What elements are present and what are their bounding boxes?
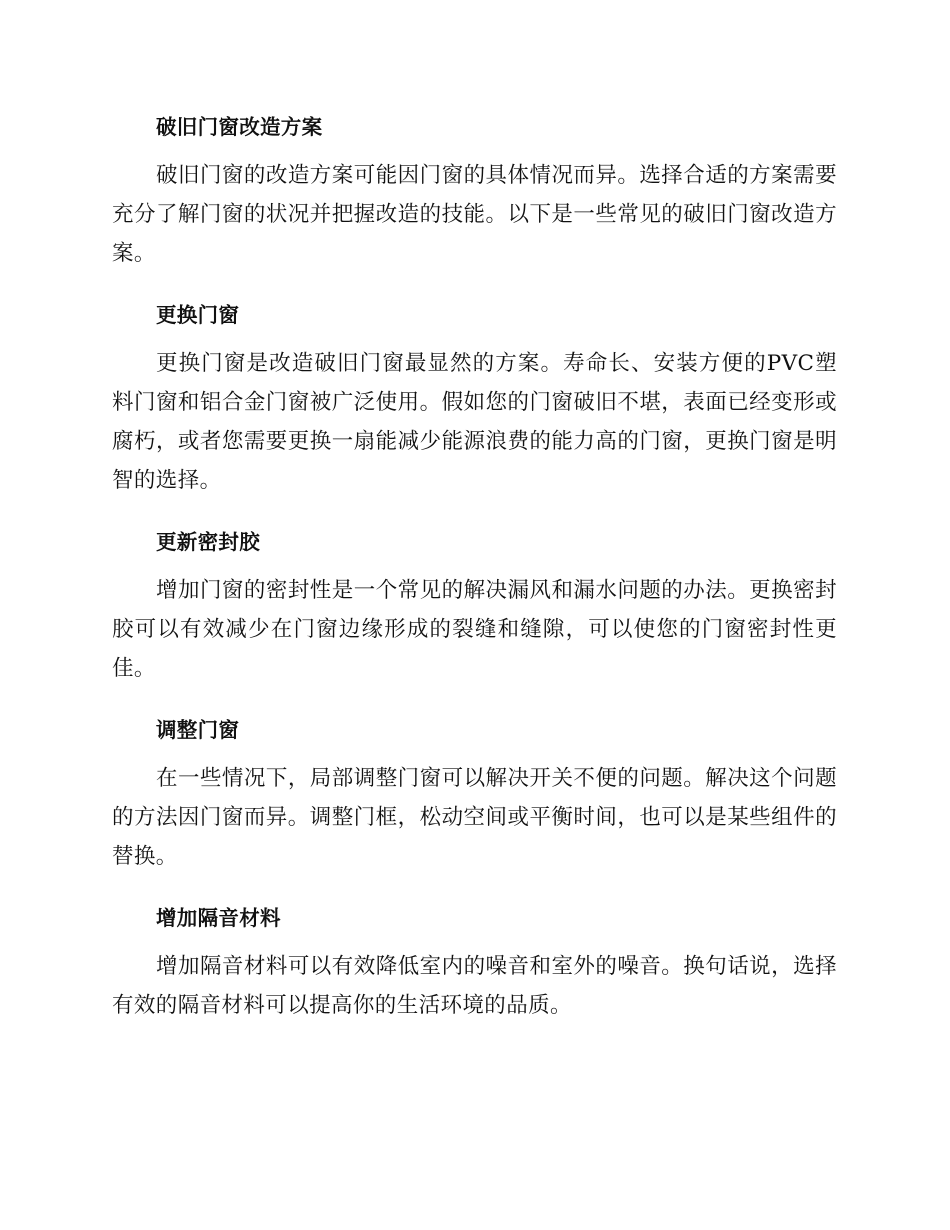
section-paragraph: 在一些情况下，局部调整门窗可以解决开关不便的问题。解决这个问题的方法因门窗而异。调整门框，松动空间或平衡时间，也可以是某些组件的替换。 bbox=[112, 766, 837, 869]
section-paragraph: 增加隔音材料可以有效降低室内的噪音和室外的噪音。换句话说，选择有效的隔音材料可以提高你的生活环境的品质。 bbox=[112, 954, 837, 1018]
section-replace-windows bbox=[112, 296, 837, 500]
section-paragraph: 增加门窗的密封性是一个常见的解决漏风和漏水问题的办法。更换密封胶可以有效减少在门窗边缘形成的裂缝和缝隙，可以使您的门窗密封性更佳。 bbox=[112, 578, 837, 681]
section-heading: 破旧门窗改造方案 bbox=[156, 115, 323, 139]
section-heading: 调整门窗 bbox=[156, 718, 240, 742]
section-soundproofing bbox=[112, 899, 837, 1025]
section-update-sealant bbox=[112, 523, 837, 688]
section-paragraph: 破旧门窗的改造方案可能因门窗的具体情况而异。选择合适的方案需要充分了解门窗的状况并把握改造的技能。以下是一些常见的破旧门窗改造方案。 bbox=[112, 163, 837, 266]
section-heading: 更换门窗 bbox=[156, 303, 240, 327]
document-content bbox=[112, 108, 837, 1048]
section-heading: 增加隔音材料 bbox=[156, 906, 281, 930]
section-heading: 更新密封胶 bbox=[156, 530, 260, 554]
section-paragraph: 更换门窗是改造破旧门窗最显然的方案。寿命长、安装方便的PVC塑料门窗和铝合金门窗被广泛使用。假如您的门窗破旧不堪，表面已经变形或腐朽，或者您需要更换一扇能减少能源浪费的能力高的门窗，更换门窗是明智的选择。 bbox=[112, 351, 837, 493]
section-overview bbox=[112, 108, 837, 273]
section-adjust-windows bbox=[112, 711, 837, 876]
